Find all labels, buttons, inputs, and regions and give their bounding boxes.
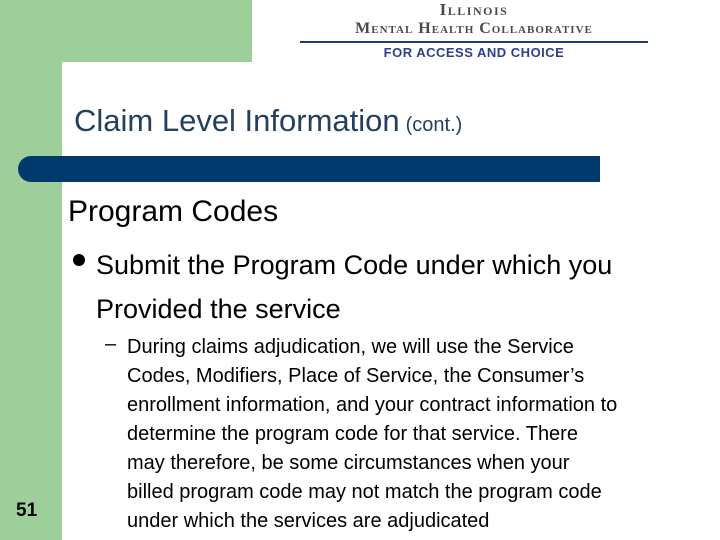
bullet-line-2: Provided the service (96, 294, 341, 324)
title-divider-bar (18, 156, 600, 182)
slide-title-main: Claim Level Information (74, 103, 400, 138)
sub-bullet-line: under which the services are adjudicated (127, 510, 490, 532)
sub-bullet-dash: – (105, 333, 117, 355)
slide-title-sub: (cont.) (405, 114, 463, 136)
bullet-dot-icon (73, 254, 85, 266)
bullet-text (96, 243, 716, 331)
organization-logo (296, 0, 652, 64)
sub-bullet-line: During claims adjudication, we will use the Service (127, 336, 574, 358)
bullet-line-1: Submit the Program Code under which you (96, 250, 613, 280)
sub-bullet-line: billed program code may not match the program code (127, 481, 602, 503)
sub-bullet-text (127, 333, 719, 536)
slide-number: 51 (16, 500, 38, 521)
green-side-band (0, 0, 62, 540)
logo-line-1: Illinois (439, 0, 509, 19)
green-top-band (0, 0, 252, 62)
logo-divider (300, 41, 648, 43)
section-heading: Program Codes (68, 195, 279, 228)
sub-bullet-line: enrollment information, and your contract information to (127, 394, 618, 416)
sub-bullet-line: determine the program code for that service. There (127, 423, 578, 445)
sub-bullet-line: may therefore, be some circumstances when your (127, 452, 570, 474)
slide-title (74, 103, 462, 139)
logo-line-3: FOR ACCESS AND CHOICE (383, 45, 565, 60)
sub-bullet-line: Codes, Modifiers, Place of Service, the Consumer’s (127, 365, 585, 387)
logo-line-2: Mental Health Collaborative (355, 20, 593, 37)
